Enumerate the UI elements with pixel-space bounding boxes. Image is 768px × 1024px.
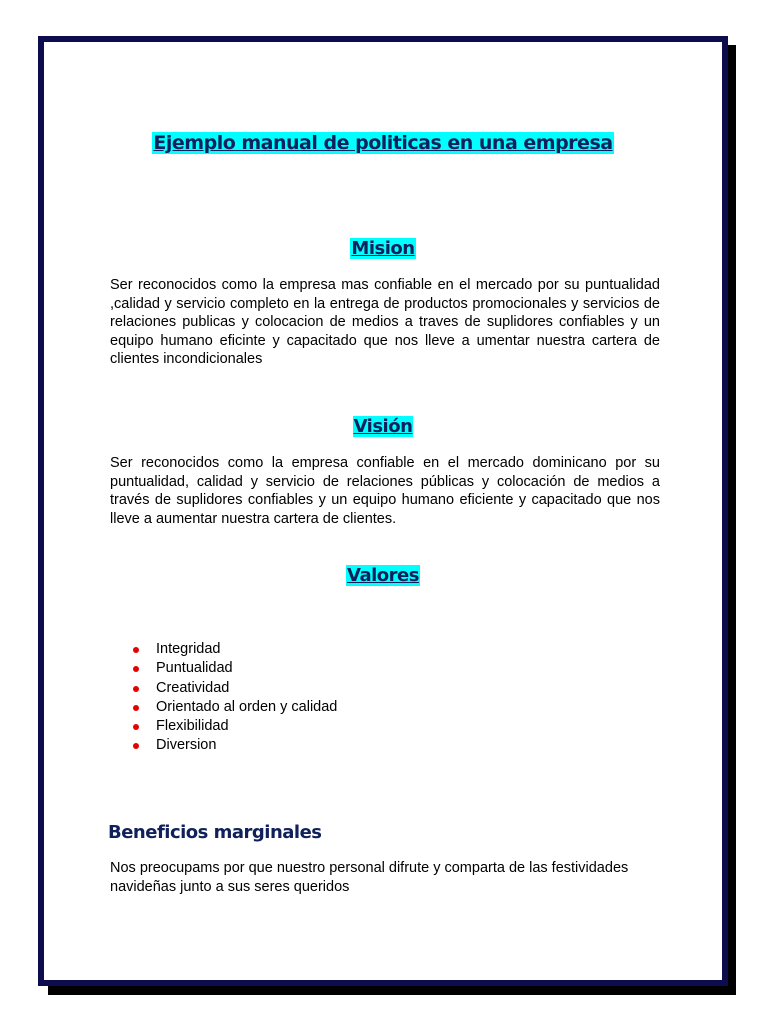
list-item-label: Creatividad <box>156 679 230 696</box>
bullet-icon <box>133 666 139 672</box>
list-item <box>130 736 337 755</box>
beneficios-heading: Beneficios marginales <box>108 822 322 843</box>
document-title-wrap <box>44 132 722 154</box>
list-item <box>130 679 337 698</box>
list-item-label: Orientado al orden y calidad <box>156 698 338 715</box>
list-item <box>130 717 337 736</box>
bullet-icon <box>133 724 139 730</box>
document-title: Ejemplo manual de politicas en una empresa <box>153 132 613 154</box>
valores-list <box>130 640 337 756</box>
bullet-icon <box>133 705 139 711</box>
beneficios-text: Nos preocupams por que nuestro personal difrute y comparta de las festividades navideñas junto a sus seres queridos <box>110 860 629 895</box>
list-item-label: Puntualidad <box>156 660 233 677</box>
mision-heading-wrap <box>44 238 722 259</box>
bullet-icon <box>133 686 139 692</box>
list-item-label: Diversion <box>156 737 217 754</box>
list-item <box>130 659 337 678</box>
valores-heading-wrap <box>44 565 722 586</box>
vision-heading-wrap <box>44 416 722 437</box>
bullet-icon <box>133 743 139 749</box>
list-item-label: Flexibilidad <box>156 718 229 735</box>
list-item <box>130 698 337 717</box>
mision-text: Ser reconocidos como la empresa mas confiable en el mercado por su puntualidad ,calidad y servicio completo en la entrega de productos promocionales y servicios de relaciones publicas y colocacion de medios a traves de suplidores confiables y un equipo humano eficinte y capacitado que nos lleve a umentar nuestra cartera de clientes incondicionales <box>110 277 660 367</box>
vision-text: Ser reconocidos como la empresa confiable en el mercado dominicano por su puntualidad, calidad y servicio de relaciones públicas y colocación de medios a través de suplidores confiables y un equipo humano eficiente y capacitado que nos lleve a aumentar nuestra cartera de clientes. <box>110 455 660 527</box>
list-item-label: Integridad <box>156 641 221 657</box>
vision-heading: Visión <box>353 416 413 437</box>
bullet-icon <box>133 647 139 653</box>
page-frame <box>38 36 728 986</box>
mision-heading: Mision <box>351 238 415 259</box>
list-item <box>130 640 337 659</box>
valores-heading: Valores <box>347 565 419 586</box>
